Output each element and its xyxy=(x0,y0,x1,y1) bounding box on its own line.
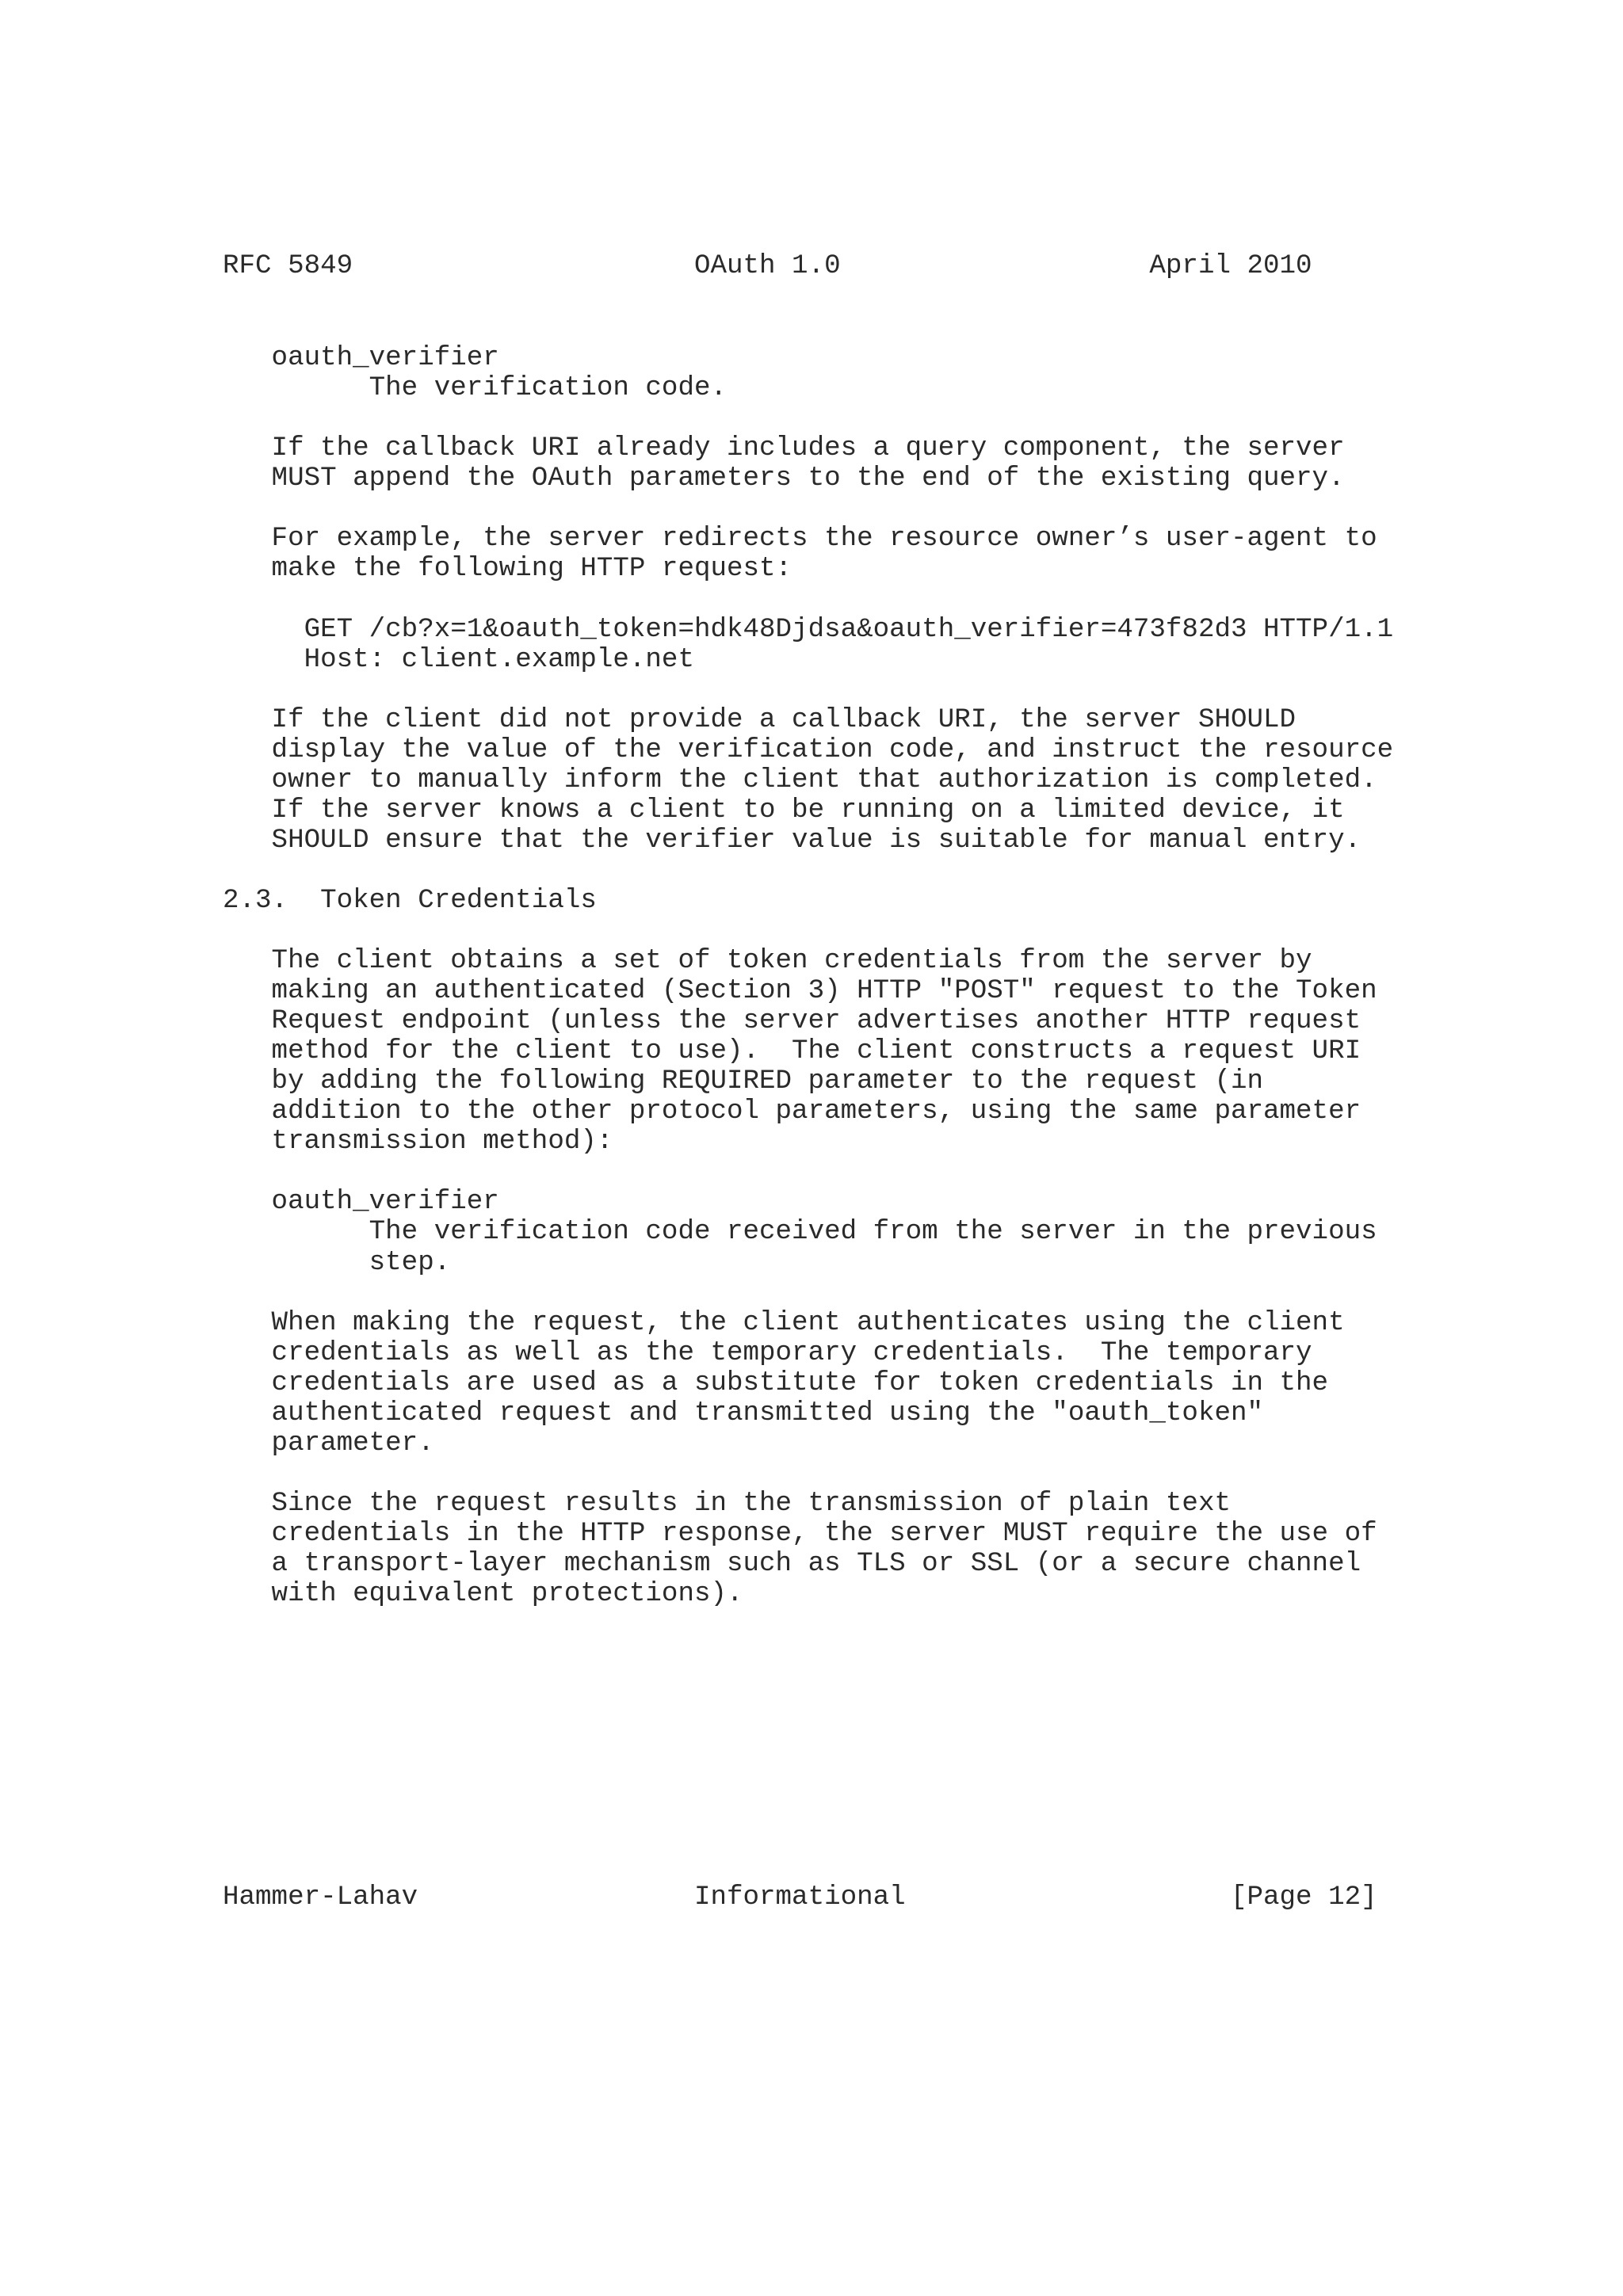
body-line: display the value of the verification code, and instruct the resource xyxy=(223,734,1394,765)
body-line: owner to manually inform the client that authorization is completed. xyxy=(223,765,1377,795)
body-line: If the server knows a client to be running on a limited device, it xyxy=(223,795,1345,826)
page-header: RFC 5849 OAuth 1.0 April 2010 xyxy=(223,251,1312,281)
body-line: method for the client to use). The client constructs a request URI xyxy=(223,1036,1361,1067)
body-line: transmission method): xyxy=(223,1127,613,1158)
body-line: oauth_verifier xyxy=(223,1187,499,1218)
body-line: The verification code received from the server in the previous xyxy=(223,1217,1377,1248)
body-line: Host: client.example.net xyxy=(223,644,694,675)
body-line: For example, the server redirects the resource owner’s user-agent to xyxy=(223,524,1377,555)
body-line: make the following HTTP request: xyxy=(223,554,792,585)
body-line: GET /cb?x=1&oauth_token=hdk48Djdsa&oauth_verifier=473f82d3 HTTP/1.1 xyxy=(223,614,1394,645)
body-line: oauth_verifier xyxy=(223,343,499,373)
body-line: credentials as well as the temporary credentials. The temporary xyxy=(223,1337,1312,1368)
body-line: a transport-layer mechanism such as TLS or SSL (or a secure channel xyxy=(223,1549,1361,1579)
body-line: If the callback URI already includes a query component, the server xyxy=(223,433,1345,464)
body-line: with equivalent protections). xyxy=(223,1579,743,1609)
body-line: Request endpoint (unless the server advertises another HTTP request xyxy=(223,1006,1361,1037)
body-line: The verification code. xyxy=(223,373,727,404)
body-line: 2.3. Token Credentials xyxy=(223,885,597,916)
body-line: When making the request, the client authenticates using the client xyxy=(223,1307,1345,1338)
body-line: parameter. xyxy=(223,1428,434,1459)
body-line: If the client did not provide a callback URI, the server SHOULD xyxy=(223,704,1296,735)
body-line: credentials are used as a substitute for token credentials in the xyxy=(223,1367,1329,1398)
body-line: making an authenticated (Section 3) HTTP "POST" request to the Token xyxy=(223,976,1377,1006)
body-line: Since the request results in the transmission of plain text xyxy=(223,1488,1231,1519)
body-line: by adding the following REQUIRED parameter to the request (in xyxy=(223,1066,1264,1097)
body-line: The client obtains a set of token credentials from the server by xyxy=(223,946,1312,976)
body-line: step. xyxy=(223,1247,451,1278)
body-line: credentials in the HTTP response, the server MUST require the use of xyxy=(223,1518,1377,1549)
body-line: authenticated request and transmitted using the "oauth_token" xyxy=(223,1398,1264,1428)
page-footer: Hammer-Lahav Informational [Page 12] xyxy=(223,1882,1377,1913)
body-line: addition to the other protocol parameters, using the same parameter xyxy=(223,1097,1361,1127)
body-line: MUST append the OAuth parameters to the end of the existing query. xyxy=(223,463,1345,494)
body-line: SHOULD ensure that the verifier value is suitable for manual entry. xyxy=(223,825,1361,856)
